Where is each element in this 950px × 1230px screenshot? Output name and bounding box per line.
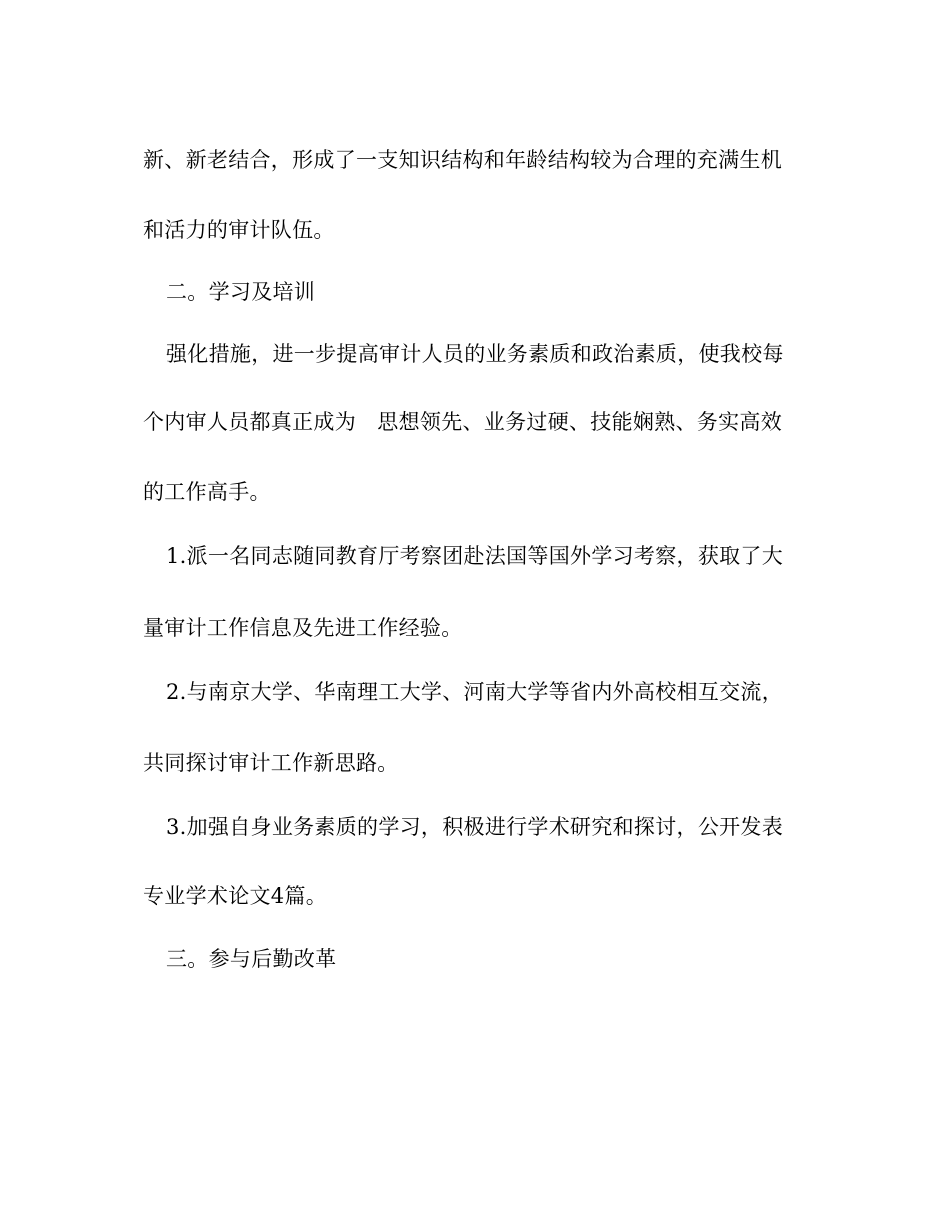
paragraph-line: 和活力的审计队伍。	[143, 218, 335, 242]
list-item-line: 专业学术论文4篇。	[143, 884, 328, 908]
list-item-line: 2.与南京大学、华南理工大学、河南大学等省内外高校相互交流，	[166, 680, 784, 704]
paragraph-line: 的工作高手。	[143, 480, 271, 504]
section-heading: 三。参与后勤改革	[166, 947, 337, 971]
list-item-line: 共同探讨审计工作新思路。	[143, 751, 399, 775]
paragraph-line: 新、新老结合，形成了一支知识结构和年龄结构较为合理的充满生机	[143, 148, 782, 172]
list-item-line: 量审计工作信息及先进工作经验。	[143, 616, 463, 640]
list-item-line: 1.派一名同志随同教育厅考察团赴法国等国外学习考察，获取了大	[166, 544, 784, 568]
section-heading: 二。学习及培训	[166, 280, 316, 304]
paragraph-line: 个内审人员都真正成为 思想领先、业务过硬、技能娴熟、务实高效	[143, 410, 782, 434]
list-item-line: 3.加强自身业务素质的学习，积极进行学术研究和探讨，公开发表	[166, 815, 784, 839]
paragraph-line: 强化措施，进一步提高审计人员的业务素质和政治素质，使我校每	[166, 342, 784, 366]
